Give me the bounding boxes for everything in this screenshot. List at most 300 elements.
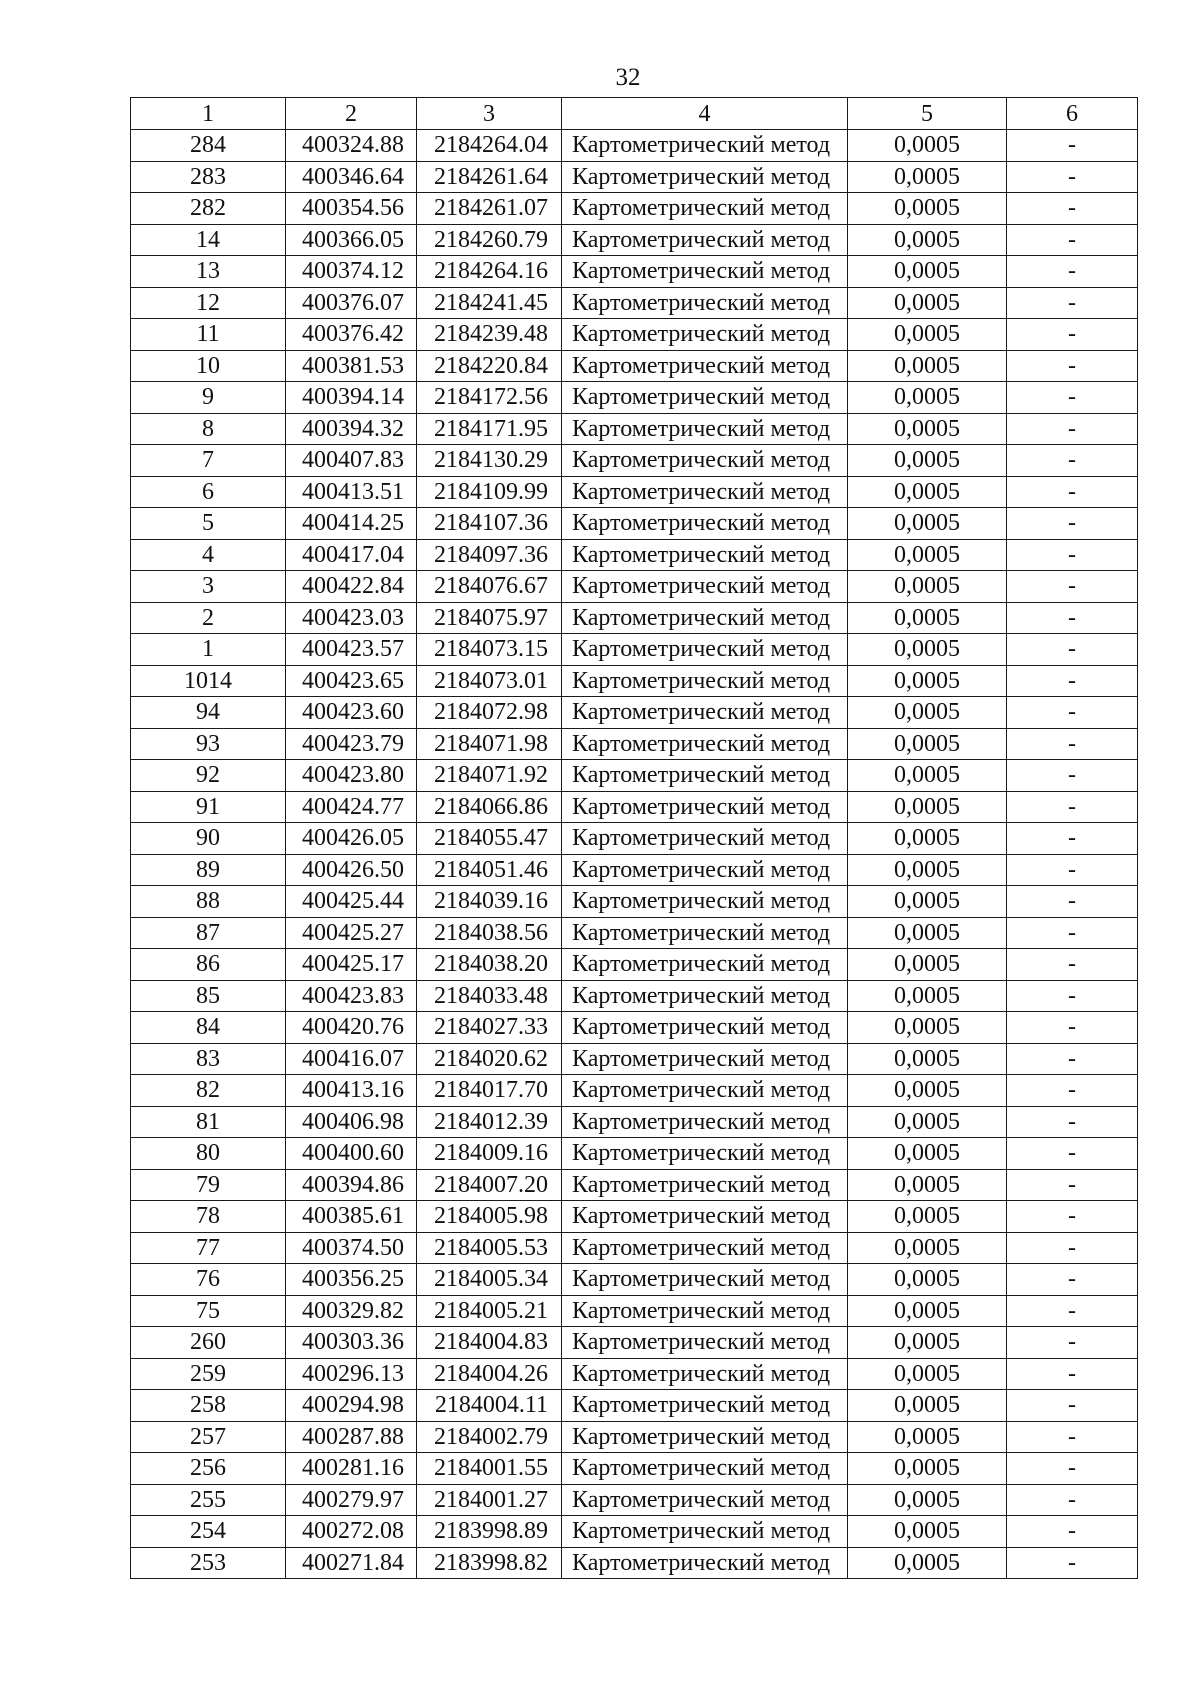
y-coordinate-cell: 2184051.46 <box>417 854 562 886</box>
note-cell: - <box>1007 602 1138 634</box>
note-cell: - <box>1007 350 1138 382</box>
note-cell: - <box>1007 1201 1138 1233</box>
point-number-cell: 13 <box>131 256 286 288</box>
note-cell: - <box>1007 1075 1138 1107</box>
accuracy-cell: 0,0005 <box>848 1169 1007 1201</box>
y-coordinate-cell: 2184071.98 <box>417 728 562 760</box>
method-cell: Картометрический метод <box>562 728 848 760</box>
accuracy-cell: 0,0005 <box>848 728 1007 760</box>
table-row <box>131 1106 1138 1138</box>
note-cell: - <box>1007 1547 1138 1579</box>
x-coordinate-cell: 400385.61 <box>286 1201 417 1233</box>
accuracy-cell: 0,0005 <box>848 1232 1007 1264</box>
method-cell: Картометрический метод <box>562 1138 848 1170</box>
point-number-cell: 283 <box>131 161 286 193</box>
table-row <box>131 980 1138 1012</box>
accuracy-cell: 0,0005 <box>848 193 1007 225</box>
x-coordinate-cell: 400424.77 <box>286 791 417 823</box>
accuracy-cell: 0,0005 <box>848 413 1007 445</box>
method-cell: Картометрический метод <box>562 350 848 382</box>
point-number-cell: 80 <box>131 1138 286 1170</box>
x-coordinate-cell: 400346.64 <box>286 161 417 193</box>
note-cell: - <box>1007 508 1138 540</box>
table-row <box>131 917 1138 949</box>
y-coordinate-cell: 2184071.92 <box>417 760 562 792</box>
accuracy-cell: 0,0005 <box>848 760 1007 792</box>
method-cell: Картометрический метод <box>562 1547 848 1579</box>
y-coordinate-cell: 2184073.01 <box>417 665 562 697</box>
point-number-cell: 259 <box>131 1358 286 1390</box>
accuracy-cell: 0,0005 <box>848 602 1007 634</box>
point-number-cell: 284 <box>131 130 286 162</box>
table-row <box>131 760 1138 792</box>
y-coordinate-cell: 2184001.55 <box>417 1453 562 1485</box>
table-row <box>131 1421 1138 1453</box>
table-row <box>131 476 1138 508</box>
table-row <box>131 602 1138 634</box>
accuracy-cell: 0,0005 <box>848 1358 1007 1390</box>
table-row <box>131 350 1138 382</box>
method-cell: Картометрический метод <box>562 1358 848 1390</box>
point-number-cell: 90 <box>131 823 286 855</box>
column-header: 6 <box>1007 98 1138 130</box>
accuracy-cell: 0,0005 <box>848 917 1007 949</box>
method-cell: Картометрический метод <box>562 193 848 225</box>
x-coordinate-cell: 400426.05 <box>286 823 417 855</box>
column-header: 1 <box>131 98 286 130</box>
table-row <box>131 319 1138 351</box>
table-body <box>131 130 1138 1579</box>
x-coordinate-cell: 400271.84 <box>286 1547 417 1579</box>
method-cell: Картометрический метод <box>562 854 848 886</box>
y-coordinate-cell: 2184002.79 <box>417 1421 562 1453</box>
column-header: 5 <box>848 98 1007 130</box>
table-row <box>131 823 1138 855</box>
point-number-cell: 12 <box>131 287 286 319</box>
accuracy-cell: 0,0005 <box>848 161 1007 193</box>
note-cell: - <box>1007 413 1138 445</box>
table-row <box>131 697 1138 729</box>
page-number: 32 <box>615 64 641 91</box>
method-cell: Картометрический метод <box>562 1106 848 1138</box>
x-coordinate-cell: 400281.16 <box>286 1453 417 1485</box>
x-coordinate-cell: 400423.03 <box>286 602 417 634</box>
accuracy-cell: 0,0005 <box>848 1201 1007 1233</box>
point-number-cell: 260 <box>131 1327 286 1359</box>
x-coordinate-cell: 400406.98 <box>286 1106 417 1138</box>
y-coordinate-cell: 2184264.16 <box>417 256 562 288</box>
note-cell: - <box>1007 1390 1138 1422</box>
table-row <box>131 571 1138 603</box>
note-cell: - <box>1007 634 1138 666</box>
point-number-cell: 8 <box>131 413 286 445</box>
method-cell: Картометрический метод <box>562 1169 848 1201</box>
note-cell: - <box>1007 319 1138 351</box>
accuracy-cell: 0,0005 <box>848 130 1007 162</box>
table-row <box>131 161 1138 193</box>
y-coordinate-cell: 2184241.45 <box>417 287 562 319</box>
x-coordinate-cell: 400423.80 <box>286 760 417 792</box>
table-row <box>131 1295 1138 1327</box>
y-coordinate-cell: 2184260.79 <box>417 224 562 256</box>
method-cell: Картометрический метод <box>562 1516 848 1548</box>
y-coordinate-cell: 2184075.97 <box>417 602 562 634</box>
note-cell: - <box>1007 1295 1138 1327</box>
note-cell: - <box>1007 823 1138 855</box>
accuracy-cell: 0,0005 <box>848 1327 1007 1359</box>
y-coordinate-cell: 2184004.26 <box>417 1358 562 1390</box>
y-coordinate-cell: 2184066.86 <box>417 791 562 823</box>
x-coordinate-cell: 400407.83 <box>286 445 417 477</box>
note-cell: - <box>1007 1327 1138 1359</box>
method-cell: Картометрический метод <box>562 949 848 981</box>
accuracy-cell: 0,0005 <box>848 508 1007 540</box>
note-cell: - <box>1007 476 1138 508</box>
accuracy-cell: 0,0005 <box>848 256 1007 288</box>
table-row <box>131 256 1138 288</box>
note-cell: - <box>1007 1043 1138 1075</box>
note-cell: - <box>1007 1169 1138 1201</box>
note-cell: - <box>1007 445 1138 477</box>
method-cell: Картометрический метод <box>562 823 848 855</box>
note-cell: - <box>1007 224 1138 256</box>
point-number-cell: 94 <box>131 697 286 729</box>
y-coordinate-cell: 2184007.20 <box>417 1169 562 1201</box>
accuracy-cell: 0,0005 <box>848 350 1007 382</box>
accuracy-cell: 0,0005 <box>848 1390 1007 1422</box>
method-cell: Картометрический метод <box>562 917 848 949</box>
point-number-cell: 78 <box>131 1201 286 1233</box>
point-number-cell: 7 <box>131 445 286 477</box>
accuracy-cell: 0,0005 <box>848 571 1007 603</box>
note-cell: - <box>1007 287 1138 319</box>
table-row <box>131 1075 1138 1107</box>
method-cell: Картометрический метод <box>562 1075 848 1107</box>
y-coordinate-cell: 2184239.48 <box>417 319 562 351</box>
point-number-cell: 1 <box>131 634 286 666</box>
point-number-cell: 5 <box>131 508 286 540</box>
method-cell: Картометрический метод <box>562 287 848 319</box>
x-coordinate-cell: 400425.27 <box>286 917 417 949</box>
y-coordinate-cell: 2184076.67 <box>417 571 562 603</box>
y-coordinate-cell: 2184107.36 <box>417 508 562 540</box>
note-cell: - <box>1007 1421 1138 1453</box>
accuracy-cell: 0,0005 <box>848 1421 1007 1453</box>
note-cell: - <box>1007 917 1138 949</box>
method-cell: Картометрический метод <box>562 1043 848 1075</box>
x-coordinate-cell: 400423.83 <box>286 980 417 1012</box>
x-coordinate-cell: 400423.65 <box>286 665 417 697</box>
accuracy-cell: 0,0005 <box>848 224 1007 256</box>
point-number-cell: 9 <box>131 382 286 414</box>
x-coordinate-cell: 400423.57 <box>286 634 417 666</box>
note-cell: - <box>1007 193 1138 225</box>
table-row <box>131 634 1138 666</box>
y-coordinate-cell: 2183998.89 <box>417 1516 562 1548</box>
y-coordinate-cell: 2184039.16 <box>417 886 562 918</box>
y-coordinate-cell: 2184005.34 <box>417 1264 562 1296</box>
y-coordinate-cell: 2184072.98 <box>417 697 562 729</box>
accuracy-cell: 0,0005 <box>848 319 1007 351</box>
y-coordinate-cell: 2184261.07 <box>417 193 562 225</box>
table-row <box>131 413 1138 445</box>
method-cell: Картометрический метод <box>562 1453 848 1485</box>
accuracy-cell: 0,0005 <box>848 823 1007 855</box>
point-number-cell: 77 <box>131 1232 286 1264</box>
method-cell: Картометрический метод <box>562 445 848 477</box>
x-coordinate-cell: 400413.51 <box>286 476 417 508</box>
y-coordinate-cell: 2184027.33 <box>417 1012 562 1044</box>
x-coordinate-cell: 400303.36 <box>286 1327 417 1359</box>
table-row <box>131 224 1138 256</box>
x-coordinate-cell: 400381.53 <box>286 350 417 382</box>
method-cell: Картометрический метод <box>562 161 848 193</box>
point-number-cell: 83 <box>131 1043 286 1075</box>
method-cell: Картометрический метод <box>562 1484 848 1516</box>
column-header: 3 <box>417 98 562 130</box>
accuracy-cell: 0,0005 <box>848 539 1007 571</box>
y-coordinate-cell: 2184005.53 <box>417 1232 562 1264</box>
note-cell: - <box>1007 161 1138 193</box>
point-number-cell: 81 <box>131 1106 286 1138</box>
coordinates-table <box>130 97 1138 1579</box>
method-cell: Картометрический метод <box>562 476 848 508</box>
note-cell: - <box>1007 1516 1138 1548</box>
table-row <box>131 382 1138 414</box>
table-row <box>131 791 1138 823</box>
x-coordinate-cell: 400394.86 <box>286 1169 417 1201</box>
point-number-cell: 14 <box>131 224 286 256</box>
accuracy-cell: 0,0005 <box>848 382 1007 414</box>
note-cell: - <box>1007 949 1138 981</box>
method-cell: Картометрический метод <box>562 256 848 288</box>
point-number-cell: 258 <box>131 1390 286 1422</box>
x-coordinate-cell: 400376.07 <box>286 287 417 319</box>
method-cell: Картометрический метод <box>562 980 848 1012</box>
note-cell: - <box>1007 1484 1138 1516</box>
note-cell: - <box>1007 130 1138 162</box>
accuracy-cell: 0,0005 <box>848 287 1007 319</box>
note-cell: - <box>1007 1106 1138 1138</box>
y-coordinate-cell: 2184033.48 <box>417 980 562 1012</box>
note-cell: - <box>1007 728 1138 760</box>
x-coordinate-cell: 400425.44 <box>286 886 417 918</box>
note-cell: - <box>1007 382 1138 414</box>
y-coordinate-cell: 2184012.39 <box>417 1106 562 1138</box>
accuracy-cell: 0,0005 <box>848 1547 1007 1579</box>
note-cell: - <box>1007 791 1138 823</box>
x-coordinate-cell: 400272.08 <box>286 1516 417 1548</box>
accuracy-cell: 0,0005 <box>848 1453 1007 1485</box>
y-coordinate-cell: 2184073.15 <box>417 634 562 666</box>
point-number-cell: 3 <box>131 571 286 603</box>
method-cell: Картометрический метод <box>562 1327 848 1359</box>
accuracy-cell: 0,0005 <box>848 1012 1007 1044</box>
x-coordinate-cell: 400374.50 <box>286 1232 417 1264</box>
table-row <box>131 1264 1138 1296</box>
y-coordinate-cell: 2184109.99 <box>417 476 562 508</box>
y-coordinate-cell: 2184001.27 <box>417 1484 562 1516</box>
y-coordinate-cell: 2184020.62 <box>417 1043 562 1075</box>
x-coordinate-cell: 400400.60 <box>286 1138 417 1170</box>
table-row <box>131 193 1138 225</box>
note-cell: - <box>1007 697 1138 729</box>
method-cell: Картометрический метод <box>562 1295 848 1327</box>
accuracy-cell: 0,0005 <box>848 1295 1007 1327</box>
note-cell: - <box>1007 1232 1138 1264</box>
table-row <box>131 1012 1138 1044</box>
point-number-cell: 255 <box>131 1484 286 1516</box>
point-number-cell: 257 <box>131 1421 286 1453</box>
accuracy-cell: 0,0005 <box>848 697 1007 729</box>
method-cell: Картометрический метод <box>562 697 848 729</box>
x-coordinate-cell: 400329.82 <box>286 1295 417 1327</box>
x-coordinate-cell: 400422.84 <box>286 571 417 603</box>
point-number-cell: 4 <box>131 539 286 571</box>
accuracy-cell: 0,0005 <box>848 665 1007 697</box>
table-row <box>131 1138 1138 1170</box>
point-number-cell: 93 <box>131 728 286 760</box>
accuracy-cell: 0,0005 <box>848 1516 1007 1548</box>
x-coordinate-cell: 400324.88 <box>286 130 417 162</box>
x-coordinate-cell: 400287.88 <box>286 1421 417 1453</box>
method-cell: Картометрический метод <box>562 1264 848 1296</box>
point-number-cell: 79 <box>131 1169 286 1201</box>
y-coordinate-cell: 2184130.29 <box>417 445 562 477</box>
accuracy-cell: 0,0005 <box>848 1106 1007 1138</box>
note-cell: - <box>1007 760 1138 792</box>
point-number-cell: 254 <box>131 1516 286 1548</box>
method-cell: Картометрический метод <box>562 1421 848 1453</box>
note-cell: - <box>1007 539 1138 571</box>
note-cell: - <box>1007 256 1138 288</box>
point-number-cell: 2 <box>131 602 286 634</box>
method-cell: Картометрический метод <box>562 665 848 697</box>
table-row <box>131 1043 1138 1075</box>
point-number-cell: 11 <box>131 319 286 351</box>
method-cell: Картометрический метод <box>562 1232 848 1264</box>
note-cell: - <box>1007 665 1138 697</box>
x-coordinate-cell: 400413.16 <box>286 1075 417 1107</box>
table-row <box>131 1232 1138 1264</box>
x-coordinate-cell: 400296.13 <box>286 1358 417 1390</box>
x-coordinate-cell: 400425.17 <box>286 949 417 981</box>
column-header: 4 <box>562 98 848 130</box>
x-coordinate-cell: 400366.05 <box>286 224 417 256</box>
y-coordinate-cell: 2184004.11 <box>417 1390 562 1422</box>
y-coordinate-cell: 2184097.36 <box>417 539 562 571</box>
note-cell: - <box>1007 571 1138 603</box>
y-coordinate-cell: 2184220.84 <box>417 350 562 382</box>
method-cell: Картометрический метод <box>562 382 848 414</box>
table-row <box>131 886 1138 918</box>
x-coordinate-cell: 400356.25 <box>286 1264 417 1296</box>
x-coordinate-cell: 400294.98 <box>286 1390 417 1422</box>
x-coordinate-cell: 400374.12 <box>286 256 417 288</box>
y-coordinate-cell: 2184009.16 <box>417 1138 562 1170</box>
method-cell: Картометрический метод <box>562 602 848 634</box>
x-coordinate-cell: 400423.79 <box>286 728 417 760</box>
y-coordinate-cell: 2184005.98 <box>417 1201 562 1233</box>
note-cell: - <box>1007 1138 1138 1170</box>
y-coordinate-cell: 2184055.47 <box>417 823 562 855</box>
note-cell: - <box>1007 1453 1138 1485</box>
point-number-cell: 76 <box>131 1264 286 1296</box>
table-row <box>131 1390 1138 1422</box>
table-row <box>131 1453 1138 1485</box>
table-row <box>131 1201 1138 1233</box>
x-coordinate-cell: 400416.07 <box>286 1043 417 1075</box>
y-coordinate-cell: 2184017.70 <box>417 1075 562 1107</box>
method-cell: Картометрический метод <box>562 634 848 666</box>
accuracy-cell: 0,0005 <box>848 886 1007 918</box>
y-coordinate-cell: 2184038.20 <box>417 949 562 981</box>
y-coordinate-cell: 2184171.95 <box>417 413 562 445</box>
accuracy-cell: 0,0005 <box>848 1043 1007 1075</box>
point-number-cell: 85 <box>131 980 286 1012</box>
x-coordinate-cell: 400394.14 <box>286 382 417 414</box>
x-coordinate-cell: 400376.42 <box>286 319 417 351</box>
table-row <box>131 1484 1138 1516</box>
point-number-cell: 89 <box>131 854 286 886</box>
method-cell: Картометрический метод <box>562 1012 848 1044</box>
y-coordinate-cell: 2184038.56 <box>417 917 562 949</box>
x-coordinate-cell: 400420.76 <box>286 1012 417 1044</box>
table-row <box>131 728 1138 760</box>
table-row <box>131 539 1138 571</box>
method-cell: Картометрический метод <box>562 319 848 351</box>
point-number-cell: 88 <box>131 886 286 918</box>
point-number-cell: 91 <box>131 791 286 823</box>
method-cell: Картометрический метод <box>562 224 848 256</box>
note-cell: - <box>1007 886 1138 918</box>
method-cell: Картометрический метод <box>562 539 848 571</box>
method-cell: Картометрический метод <box>562 791 848 823</box>
note-cell: - <box>1007 854 1138 886</box>
y-coordinate-cell: 2184264.04 <box>417 130 562 162</box>
point-number-cell: 282 <box>131 193 286 225</box>
method-cell: Картометрический метод <box>562 508 848 540</box>
point-number-cell: 256 <box>131 1453 286 1485</box>
point-number-cell: 75 <box>131 1295 286 1327</box>
table-row <box>131 287 1138 319</box>
table-row <box>131 949 1138 981</box>
method-cell: Картометрический метод <box>562 886 848 918</box>
method-cell: Картометрический метод <box>562 571 848 603</box>
method-cell: Картометрический метод <box>562 130 848 162</box>
column-header: 2 <box>286 98 417 130</box>
point-number-cell: 6 <box>131 476 286 508</box>
point-number-cell: 253 <box>131 1547 286 1579</box>
x-coordinate-cell: 400423.60 <box>286 697 417 729</box>
accuracy-cell: 0,0005 <box>848 980 1007 1012</box>
accuracy-cell: 0,0005 <box>848 949 1007 981</box>
table-row <box>131 508 1138 540</box>
y-coordinate-cell: 2184261.64 <box>417 161 562 193</box>
note-cell: - <box>1007 1358 1138 1390</box>
table-row <box>131 665 1138 697</box>
note-cell: - <box>1007 1264 1138 1296</box>
point-number-cell: 92 <box>131 760 286 792</box>
point-number-cell: 86 <box>131 949 286 981</box>
y-coordinate-cell: 2183998.82 <box>417 1547 562 1579</box>
table-row <box>131 854 1138 886</box>
point-number-cell: 82 <box>131 1075 286 1107</box>
y-coordinate-cell: 2184005.21 <box>417 1295 562 1327</box>
x-coordinate-cell: 400414.25 <box>286 508 417 540</box>
point-number-cell: 87 <box>131 917 286 949</box>
accuracy-cell: 0,0005 <box>848 1264 1007 1296</box>
